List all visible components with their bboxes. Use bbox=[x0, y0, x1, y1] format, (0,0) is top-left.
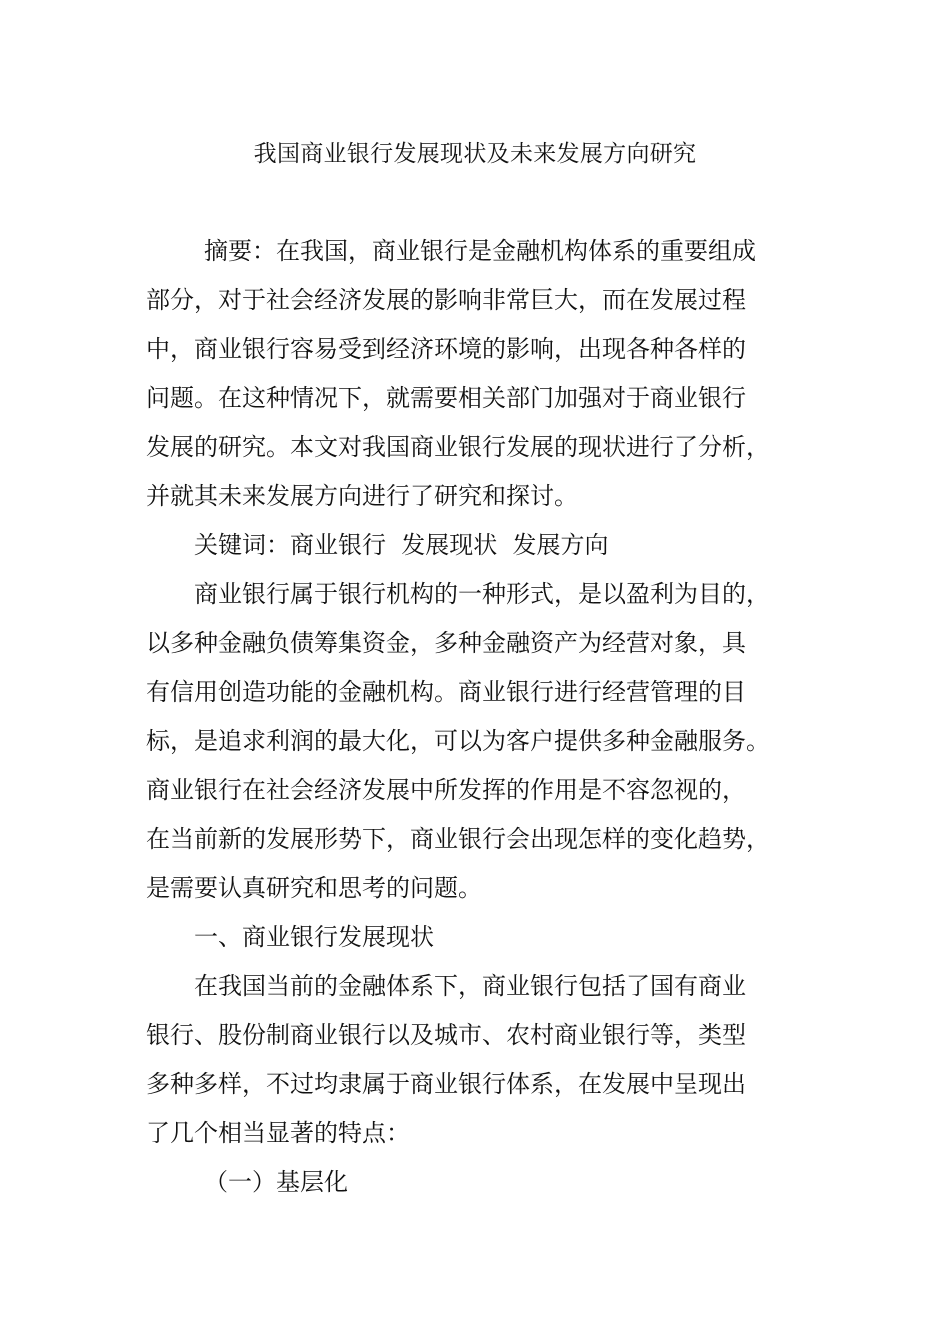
section-line: 在我国当前的金融体系下，商业银行包括了国有商业 bbox=[194, 972, 746, 1000]
section-line: 银行、股份制商业银行以及城市、农村商业银行等，类型 bbox=[146, 1021, 746, 1049]
intro-line: 是需要认真研究和思考的问题。 bbox=[146, 874, 482, 902]
intro-line: 标，是追求利润的最大化，可以为客户提供多种金融服务。 bbox=[146, 727, 770, 755]
abstract-line: 并就其未来发展方向进行了研究和探讨。 bbox=[146, 482, 578, 510]
intro-line: 商业银行在社会经济发展中所发挥的作用是不容忽视的， bbox=[146, 776, 746, 804]
document-body bbox=[146, 227, 796, 1207]
subsection-heading: （一）基层化 bbox=[204, 1168, 348, 1196]
document-title: 我国商业银行发展现状及未来发展方向研究 bbox=[253, 141, 697, 167]
section-line: 多种多样，不过均隶属于商业银行体系，在发展中呈现出 bbox=[146, 1070, 746, 1098]
intro-line: 以多种金融负债筹集资金，多种金融资产为经营对象，具 bbox=[146, 629, 746, 657]
abstract-line: 中，商业银行容易受到经济环境的影响，出现各种各样的 bbox=[146, 335, 746, 363]
keywords-line: 关键词：商业银行 发展现状 发展方向 bbox=[194, 531, 609, 559]
abstract-line: 发展的研究。本文对我国商业银行发展的现状进行了分析， bbox=[146, 433, 770, 461]
intro-line: 有信用创造功能的金融机构。商业银行进行经营管理的目 bbox=[146, 678, 746, 706]
section-heading: 一、商业银行发展现状 bbox=[194, 923, 434, 951]
abstract-line: 摘要：在我国，商业银行是金融机构体系的重要组成 bbox=[204, 237, 756, 265]
abstract-line: 部分，对于社会经济发展的影响非常巨大，而在发展过程 bbox=[146, 286, 746, 314]
intro-line: 商业银行属于银行机构的一种形式，是以盈利为目的， bbox=[194, 580, 770, 608]
section-line: 了几个相当显著的特点： bbox=[146, 1119, 410, 1147]
abstract-line: 问题。在这种情况下，就需要相关部门加强对于商业银行 bbox=[146, 384, 746, 412]
intro-line: 在当前新的发展形势下，商业银行会出现怎样的变化趋势， bbox=[146, 825, 770, 853]
